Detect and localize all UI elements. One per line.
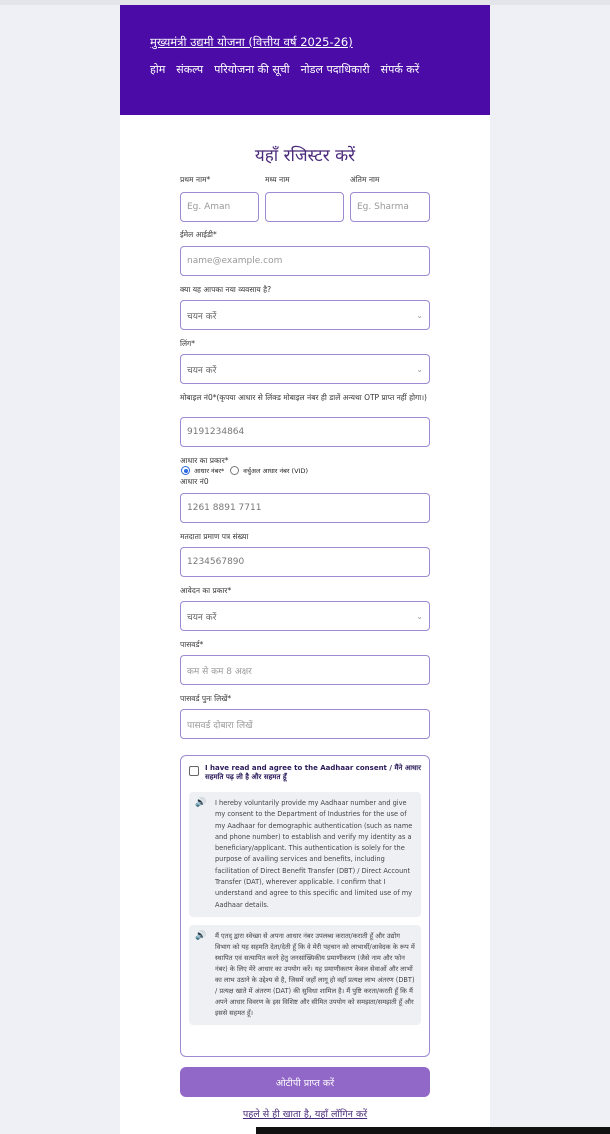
confirm-password-label: पासवर्ड पुनः लिखें* <box>180 694 232 703</box>
chevron-down-icon: ⌄ <box>416 310 423 320</box>
gender-select[interactable] <box>180 354 430 384</box>
confirm-password-input[interactable]: पासवर्ड दोबारा लिखें <box>180 709 430 739</box>
aadhaar-consent-box <box>180 755 430 1057</box>
registration-form <box>120 115 490 175</box>
email-input[interactable]: name@example.com <box>180 246 430 276</box>
middle-name-label: मध्य नाम <box>265 175 290 184</box>
nav-resolution[interactable]: संकल्प <box>176 63 204 76</box>
voter-label: मतदाता प्रमाण पत्र संख्या <box>180 532 249 541</box>
application-type-label: आवेदन का प्रकार* <box>180 586 232 595</box>
nav-project-list[interactable]: परियोजना की सूची <box>214 63 290 76</box>
first-name-input[interactable]: Eg. Aman <box>180 192 259 222</box>
speaker-icon[interactable]: 🔊 <box>195 930 207 941</box>
site-header <box>120 5 490 115</box>
new-business-value: चयन करें <box>187 311 217 322</box>
password-label: पासवर्ड* <box>180 640 204 649</box>
bottom-bar <box>256 1127 610 1134</box>
aadhaar-type-label: आधार का प्रकार* <box>180 456 229 465</box>
consent-english-text: I hereby voluntarily provide my Aadhaar number and give my consent to the Department of Industries for the use of my Aadhaar for demographic authentication (such as name and phone number) to establish and verify my identity as a beneficiary/applicant. This authentication is solely for the purpose of availing services and benefits, including facilitation of Direct Benefit Transfer (DBT) / Direct Account Transfer (DAT), wherever applicable. I confirm that I understand and agree to this specific and limited use of my Aadhaar details. <box>215 799 413 909</box>
new-business-label: क्या यह आपका नया व्यवसाय है? <box>180 285 272 294</box>
consent-checkbox-label: I have read and agree to the Aadhaar consent / मैंने आधार सहमति पढ़ ली है और सहमत हूँ <box>205 764 421 781</box>
application-type-value: चयन करें <box>187 612 217 623</box>
voter-input[interactable]: 1234567890 <box>180 547 430 577</box>
chevron-down-icon: ⌄ <box>416 364 423 374</box>
gender-label: लिंग* <box>180 339 195 348</box>
last-name-label: अंतिम नाम <box>350 175 380 184</box>
last-name-input[interactable]: Eg. Sharma <box>350 192 430 222</box>
page-container <box>120 5 490 1134</box>
new-business-select[interactable] <box>180 300 430 330</box>
consent-hindi-box <box>189 925 421 1025</box>
application-type-select[interactable] <box>180 601 430 631</box>
middle-name-input[interactable] <box>265 192 344 222</box>
chevron-down-icon: ⌄ <box>416 611 423 621</box>
aadhaar-label: आधार नं0 <box>180 477 209 486</box>
consent-checkbox-row[interactable] <box>189 764 421 782</box>
first-name-label: प्रथम नाम* <box>180 175 211 184</box>
consent-checkbox[interactable] <box>189 766 199 776</box>
nav-home[interactable]: होम <box>150 63 166 76</box>
password-input[interactable]: कम से कम 8 अक्षर <box>180 655 430 685</box>
aadhaar-type-radios <box>181 466 308 475</box>
vid-radio[interactable] <box>230 466 239 475</box>
site-title-link[interactable]: मुख्यमंत्री उद्यमी योजना (वित्तीय वर्ष 2025-26) <box>150 35 353 49</box>
mobile-label: मोबाइल नं0*(कृपया आधार से लिंक्ड मोबाइल नंबर ही डालें अन्यथा OTP प्राप्त नहीं होगा।) <box>180 393 427 402</box>
speaker-icon[interactable]: 🔊 <box>195 798 207 808</box>
get-otp-button[interactable]: ओटीपी प्राप्त करें <box>180 1067 430 1097</box>
nav-contact[interactable]: संपर्क करें <box>380 63 420 76</box>
aadhaar-number-radio[interactable] <box>181 466 190 475</box>
consent-hindi-text: मैं एतद् द्वारा स्वेच्छा से अपना आधार नंबर उपलब्ध कराता/कराती हूँ और उद्योग विभाग को यह सहमति देता/देती हूँ कि वे मेरी पहचान को लाभार्थी/आवेदक के रूप में स्थापित एवं सत्यापित करने हेतु जनसांख्यिकीय प्रमाणीकरण (जैसे नाम और फोन नंबर) के लिए मेरे आधार का उपयोग करें। यह प्रमाणीकरण केवल सेवाओं और लाभों का लाभ उठाने के उद्देश्य से है, जिसमें जहाँ लागू हो वहाँ प्रत्यक्ष लाभ अंतरण (DBT) / प्रत्यक्ष खाते में अंतरण (DAT) की सुविधा शामिल है। मैं पुष्टि करता/करती हूँ कि मैं अपने आधार विवरण के इस विशिष्ट और सीमित उपयोग को समझता/समझती हूँ और इससे सहमत हूँ। <box>215 931 415 1017</box>
consent-english-box <box>189 792 421 917</box>
nav-nodal-officers[interactable]: नोडल पदाधिकारी <box>300 63 370 76</box>
email-label: ईमेल आईडी* <box>180 230 217 239</box>
gender-value: चयन करें <box>187 365 217 376</box>
vid-option: वर्चुअल आधार नंबर (VID) <box>243 467 308 475</box>
aadhaar-number-option: आधार नंबर* <box>194 467 225 475</box>
form-title: यहाँ रजिस्टर करें <box>254 146 356 166</box>
mobile-input[interactable]: 9191234864 <box>180 417 430 447</box>
main-nav <box>150 62 460 77</box>
login-link[interactable]: पहले से ही खाता है, यहाँ लॉगिन करें <box>242 1109 368 1120</box>
aadhaar-input[interactable]: 1261 8891 7711 <box>180 493 430 523</box>
